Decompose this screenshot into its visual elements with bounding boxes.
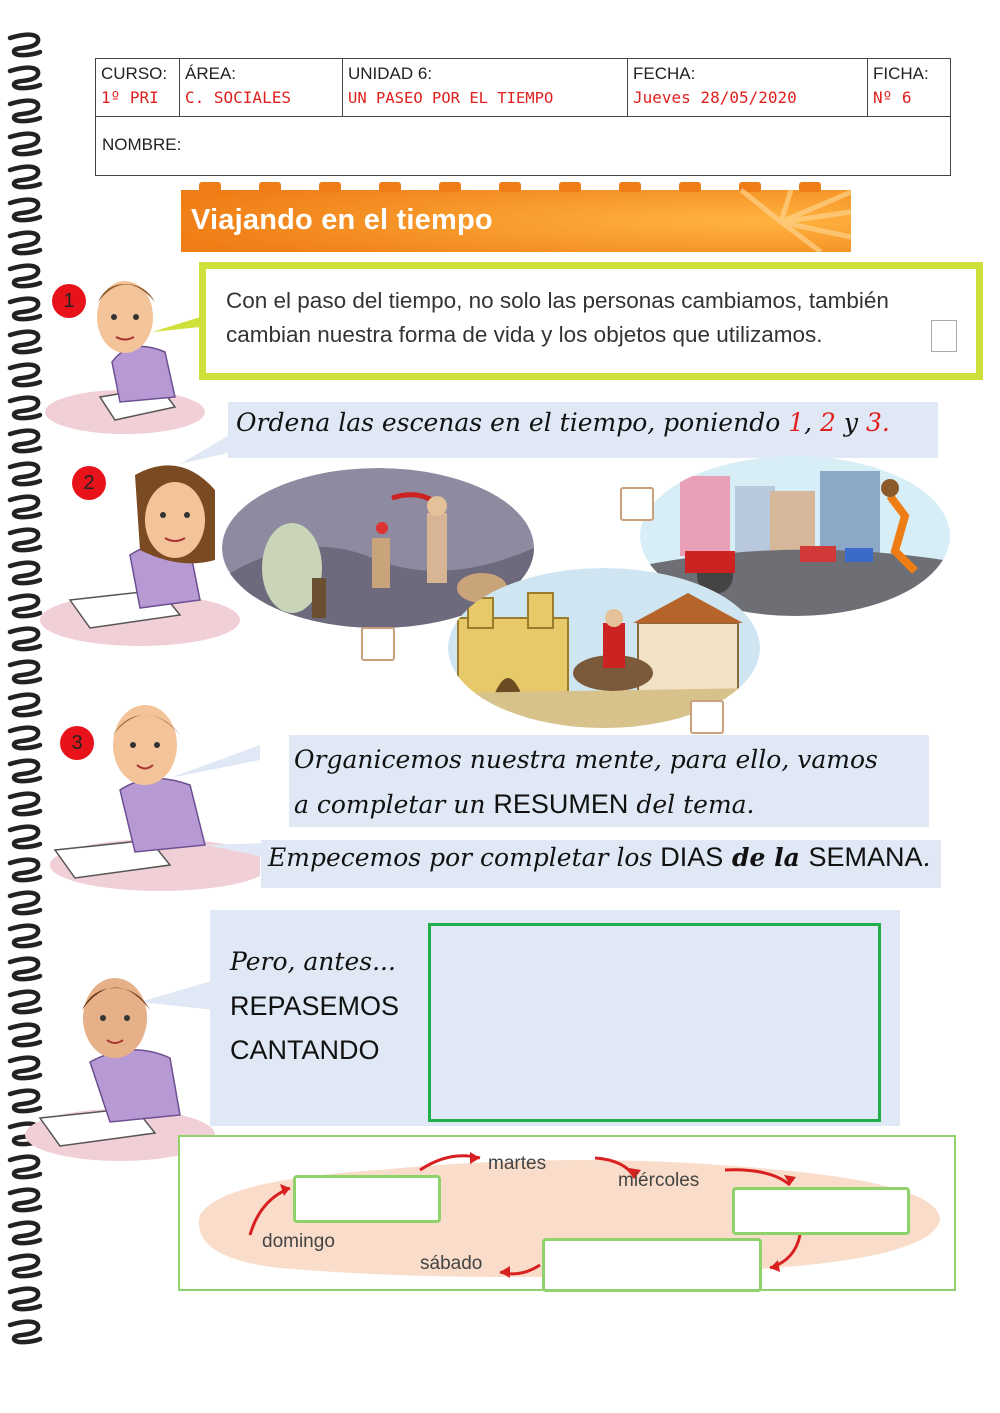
banner-title: Viajando en el tiempo [191, 204, 493, 236]
bubble-tail-3 [205, 835, 265, 865]
task-2-line-2 [294, 782, 878, 827]
task-1-text [236, 408, 890, 437]
intro-answer-box[interactable] [931, 320, 957, 352]
fecha-label: FECHA: [633, 64, 696, 83]
task-1-instruction: Ordena las escenas en el tiempo, poniendo [236, 408, 789, 437]
child-studying-illustration-2 [30, 450, 240, 650]
task-3-text [268, 842, 930, 873]
task-1-number-2: 2 [820, 408, 836, 437]
scene-prehistory-answer-box[interactable] [361, 627, 395, 661]
area-label: ÁREA: [185, 64, 237, 83]
task-3-pre: Empecemos por completar los [268, 843, 661, 872]
area-value: C. SOCIALES [185, 88, 291, 107]
task-3-semana: SEMANA [808, 842, 923, 872]
child-studying-illustration-3 [30, 700, 260, 895]
task-4-text [230, 940, 399, 1072]
task-3-mid: de la [723, 843, 809, 872]
day-box-jueves[interactable] [732, 1187, 910, 1235]
task-2-text [294, 738, 878, 827]
task-1-number-3: 3. [865, 408, 890, 437]
task-2-resumen: RESUMEN [493, 789, 629, 819]
ficha-value: Nº 6 [873, 88, 912, 107]
badge-3: 3 [60, 726, 94, 760]
day-label-domingo: domingo [262, 1231, 335, 1252]
task-4-line-3: CANTANDO [230, 1035, 380, 1065]
day-box-viernes[interactable] [542, 1238, 762, 1292]
scene-middle-ages-answer-box[interactable] [690, 700, 724, 734]
day-label-miercoles: miércoles [618, 1170, 700, 1191]
task-2-line-2-post: del tema. [628, 790, 755, 819]
curso-cell [96, 59, 180, 116]
task-4-line-2: REPASEMOS [230, 991, 400, 1021]
nombre-label: NOMBRE: [102, 135, 182, 154]
ficha-cell [868, 59, 949, 116]
intro-text [226, 284, 986, 352]
intro-line-2: cambian nuestra forma de vida y los objetos que utilizamos. [226, 322, 823, 347]
curso-label: CURSO: [101, 64, 168, 83]
song-video-frame[interactable] [428, 923, 881, 1122]
task-3-dias: DIAS [660, 842, 724, 872]
fecha-cell [628, 59, 868, 116]
fecha-value: Jueves 28/05/2020 [633, 88, 797, 107]
header-row [96, 59, 950, 117]
curso-value: 1º PRI [101, 88, 159, 107]
unidad-cell [343, 59, 628, 116]
unidad-label: UNIDAD 6: [348, 64, 433, 83]
task-1-sep-1: , [804, 408, 821, 437]
day-label-martes: martes [488, 1153, 547, 1174]
scene-modern-answer-box[interactable] [620, 487, 654, 521]
task-3-post: . [922, 843, 931, 872]
task-4-line-1: Pero, antes... [230, 947, 396, 976]
badge-2: 2 [72, 466, 106, 500]
task-1-sep-2: y [835, 408, 866, 437]
header-table [95, 58, 951, 176]
area-cell [180, 59, 343, 116]
task-2-line-2-pre: a completar un [294, 790, 494, 819]
task-1-number-1: 1 [788, 408, 805, 437]
task-2-line-1: Organicemos nuestra mente, para ello, vamos [294, 745, 878, 774]
day-label-sabado: sábado [420, 1253, 483, 1274]
badge-1: 1 [52, 284, 86, 318]
ficha-label: FICHA: [873, 64, 929, 83]
day-box-lunes[interactable] [293, 1175, 441, 1223]
intro-line-1: Con el paso del tiempo, no solo las personas cambiamos, también [226, 288, 889, 313]
unidad-value: UN PASEO POR EL TIEMPO [348, 89, 554, 107]
child-studying-illustration-1 [40, 262, 210, 437]
